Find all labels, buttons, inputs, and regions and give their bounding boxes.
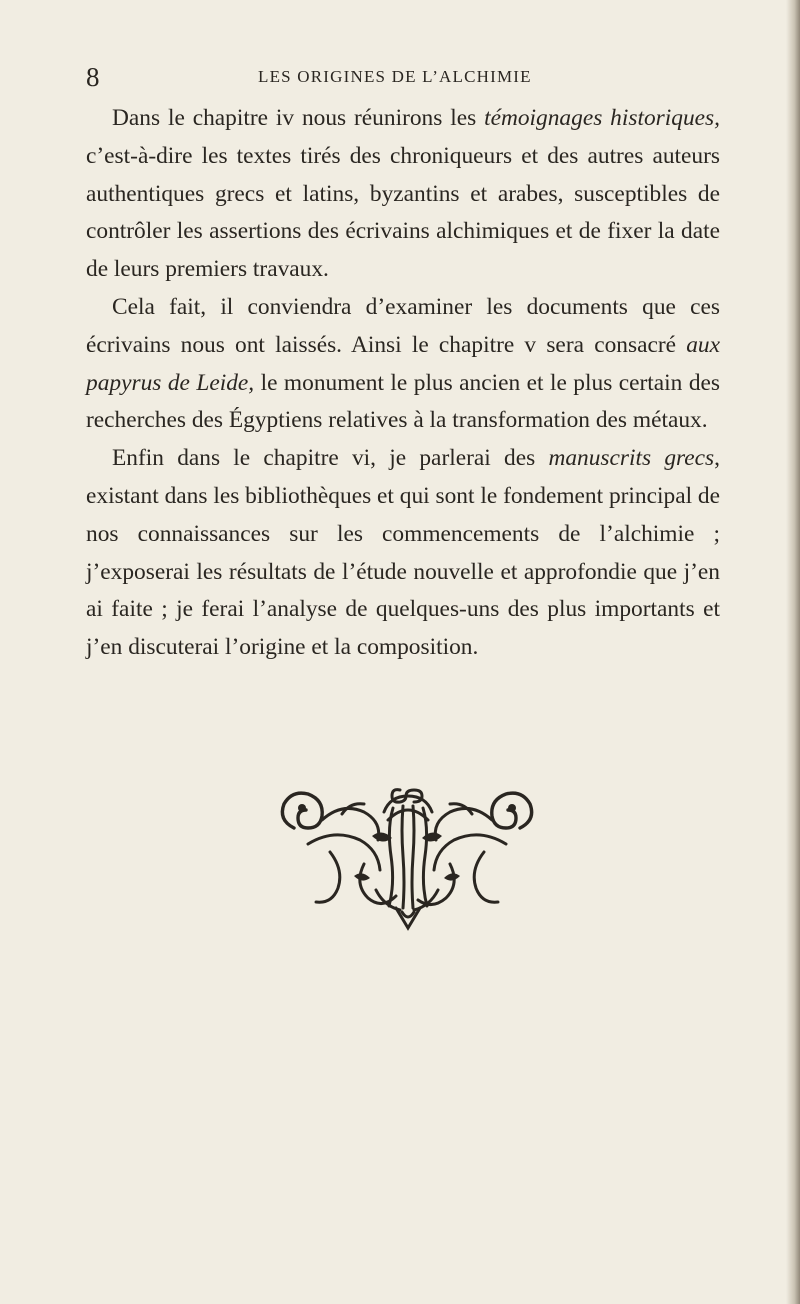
- p1-text-a: Dans le chapitre iv nous réunirons les: [112, 105, 485, 131]
- p3-text-b: , existant dans les bibliothèques et qui sont le fondement principal de nos connaissances sur les commencements de l’alchimie ; j’exposerai les résultats de l’étude nouvelle et approfondie que j’en ai faite ; je ferai l’analyse de quelques-uns des plus importants et j’en discuterai l’origine et la composition.: [86, 445, 721, 661]
- p3-text-a: Enfin dans le chapitre vi, je parlerai des: [112, 445, 549, 472]
- p2-text-b: le monument le plus ancien et le plus certain des recherches des Égyptiens relatives à la transformation des métaux.: [86, 369, 720, 434]
- page-number: 8: [86, 62, 100, 92]
- page-edge-shadow: [786, 0, 800, 1304]
- paragraph-3: [86, 440, 720, 667]
- p2-italic: aux papyrus de Leide,: [86, 331, 720, 396]
- p2-text-a: Cela fait, il conviendra d’examiner les documents que ces écrivains nous ont laissés. Ainsi le chapitre v sera consacré: [86, 293, 720, 358]
- p1-italic: témoignages historiques,: [484, 105, 720, 131]
- running-head: [86, 60, 716, 94]
- paragraph-2: [86, 289, 720, 440]
- p3-italic: manuscrits grecs: [548, 445, 715, 472]
- floral-tailpiece-ornament-icon: [272, 780, 542, 932]
- paragraph-1: [86, 100, 720, 289]
- running-title: LES ORIGINES DE L’ALCHIMIE: [258, 67, 532, 86]
- body-text: [86, 100, 720, 667]
- p1-text-b: c’est-à-dire les textes tirés des chroniqueurs et des autres auteurs authentiques grecs et latins, byzantins et arabes, susceptibles de contrôler les assertions des écrivains alchimiques et de fixer la date de leurs premiers travaux.: [86, 142, 720, 283]
